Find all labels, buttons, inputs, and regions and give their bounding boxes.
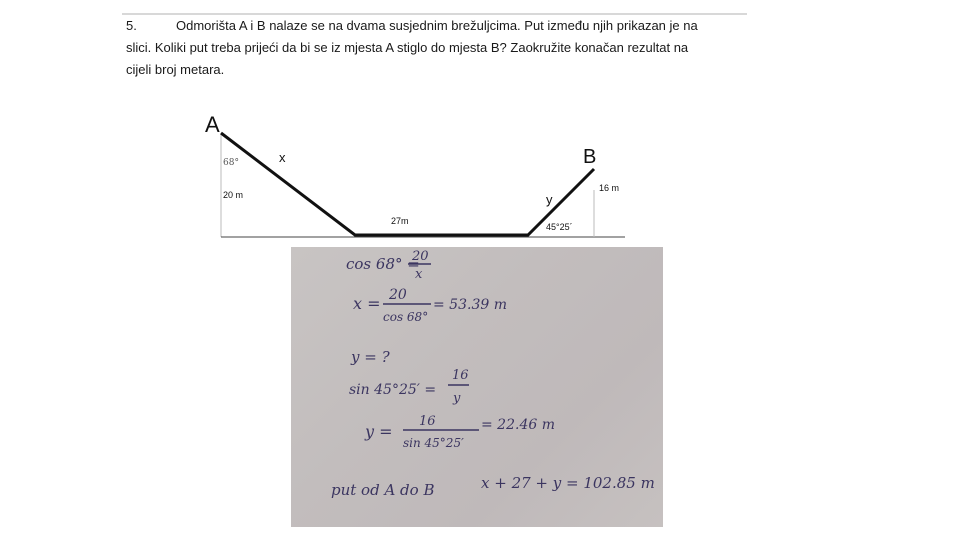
point-a-label: A	[205, 112, 220, 137]
step1-denominator: x	[415, 267, 423, 282]
step5-denominator: sin 45°25′	[403, 436, 464, 450]
step2-denominator: cos 68°	[383, 310, 429, 324]
step1-lhs: cos 68° =	[346, 255, 420, 273]
step4-numerator: 16	[452, 368, 469, 383]
handwritten-solution-photo	[291, 247, 663, 527]
task-text	[126, 15, 746, 81]
height-a-label: 20 m	[223, 190, 244, 200]
final-label: put od A do B	[331, 481, 435, 499]
task-number: 5.	[126, 18, 137, 33]
final-expression: x + 27 + y = 102.85 m	[481, 474, 655, 492]
step2-lhs: x =	[353, 294, 381, 313]
point-b-label: B	[583, 146, 597, 168]
solution-svg	[291, 247, 663, 527]
angle-b-label: 45°25´	[546, 222, 573, 232]
segment-x-label: x	[279, 150, 286, 165]
step5-numerator: 16	[419, 414, 436, 429]
step2-result: = 53.39 m	[433, 297, 507, 313]
step3-text: y = ?	[351, 348, 390, 366]
task-line-2: slici. Koliki put treba prijeći da bi se iz mjesta A stiglo do mjesta B? Zaokružite konačan rezultat na	[126, 40, 689, 55]
angle-a-label: 68°	[223, 158, 239, 168]
step1-numerator: 20	[412, 249, 429, 264]
task-line-3: cijeli broj metara.	[126, 62, 225, 77]
segment-y-label: y	[546, 192, 553, 207]
step5-result: = 22.46 m	[481, 417, 555, 433]
diagram-svg	[200, 105, 640, 245]
step5-lhs: y =	[365, 422, 393, 441]
step2-numerator: 20	[389, 287, 407, 303]
base-label: 27m	[391, 216, 409, 226]
task-line-1: 5. Odmorišta A i B nalaze se na dvama susjednim brežuljcima. Put između njih prikazan je na	[126, 15, 746, 37]
height-b-label: 16 m	[599, 183, 620, 193]
step4-denominator: y	[453, 391, 461, 406]
step4-lhs: sin 45°25′ =	[349, 382, 437, 398]
path-diagram	[200, 105, 640, 245]
